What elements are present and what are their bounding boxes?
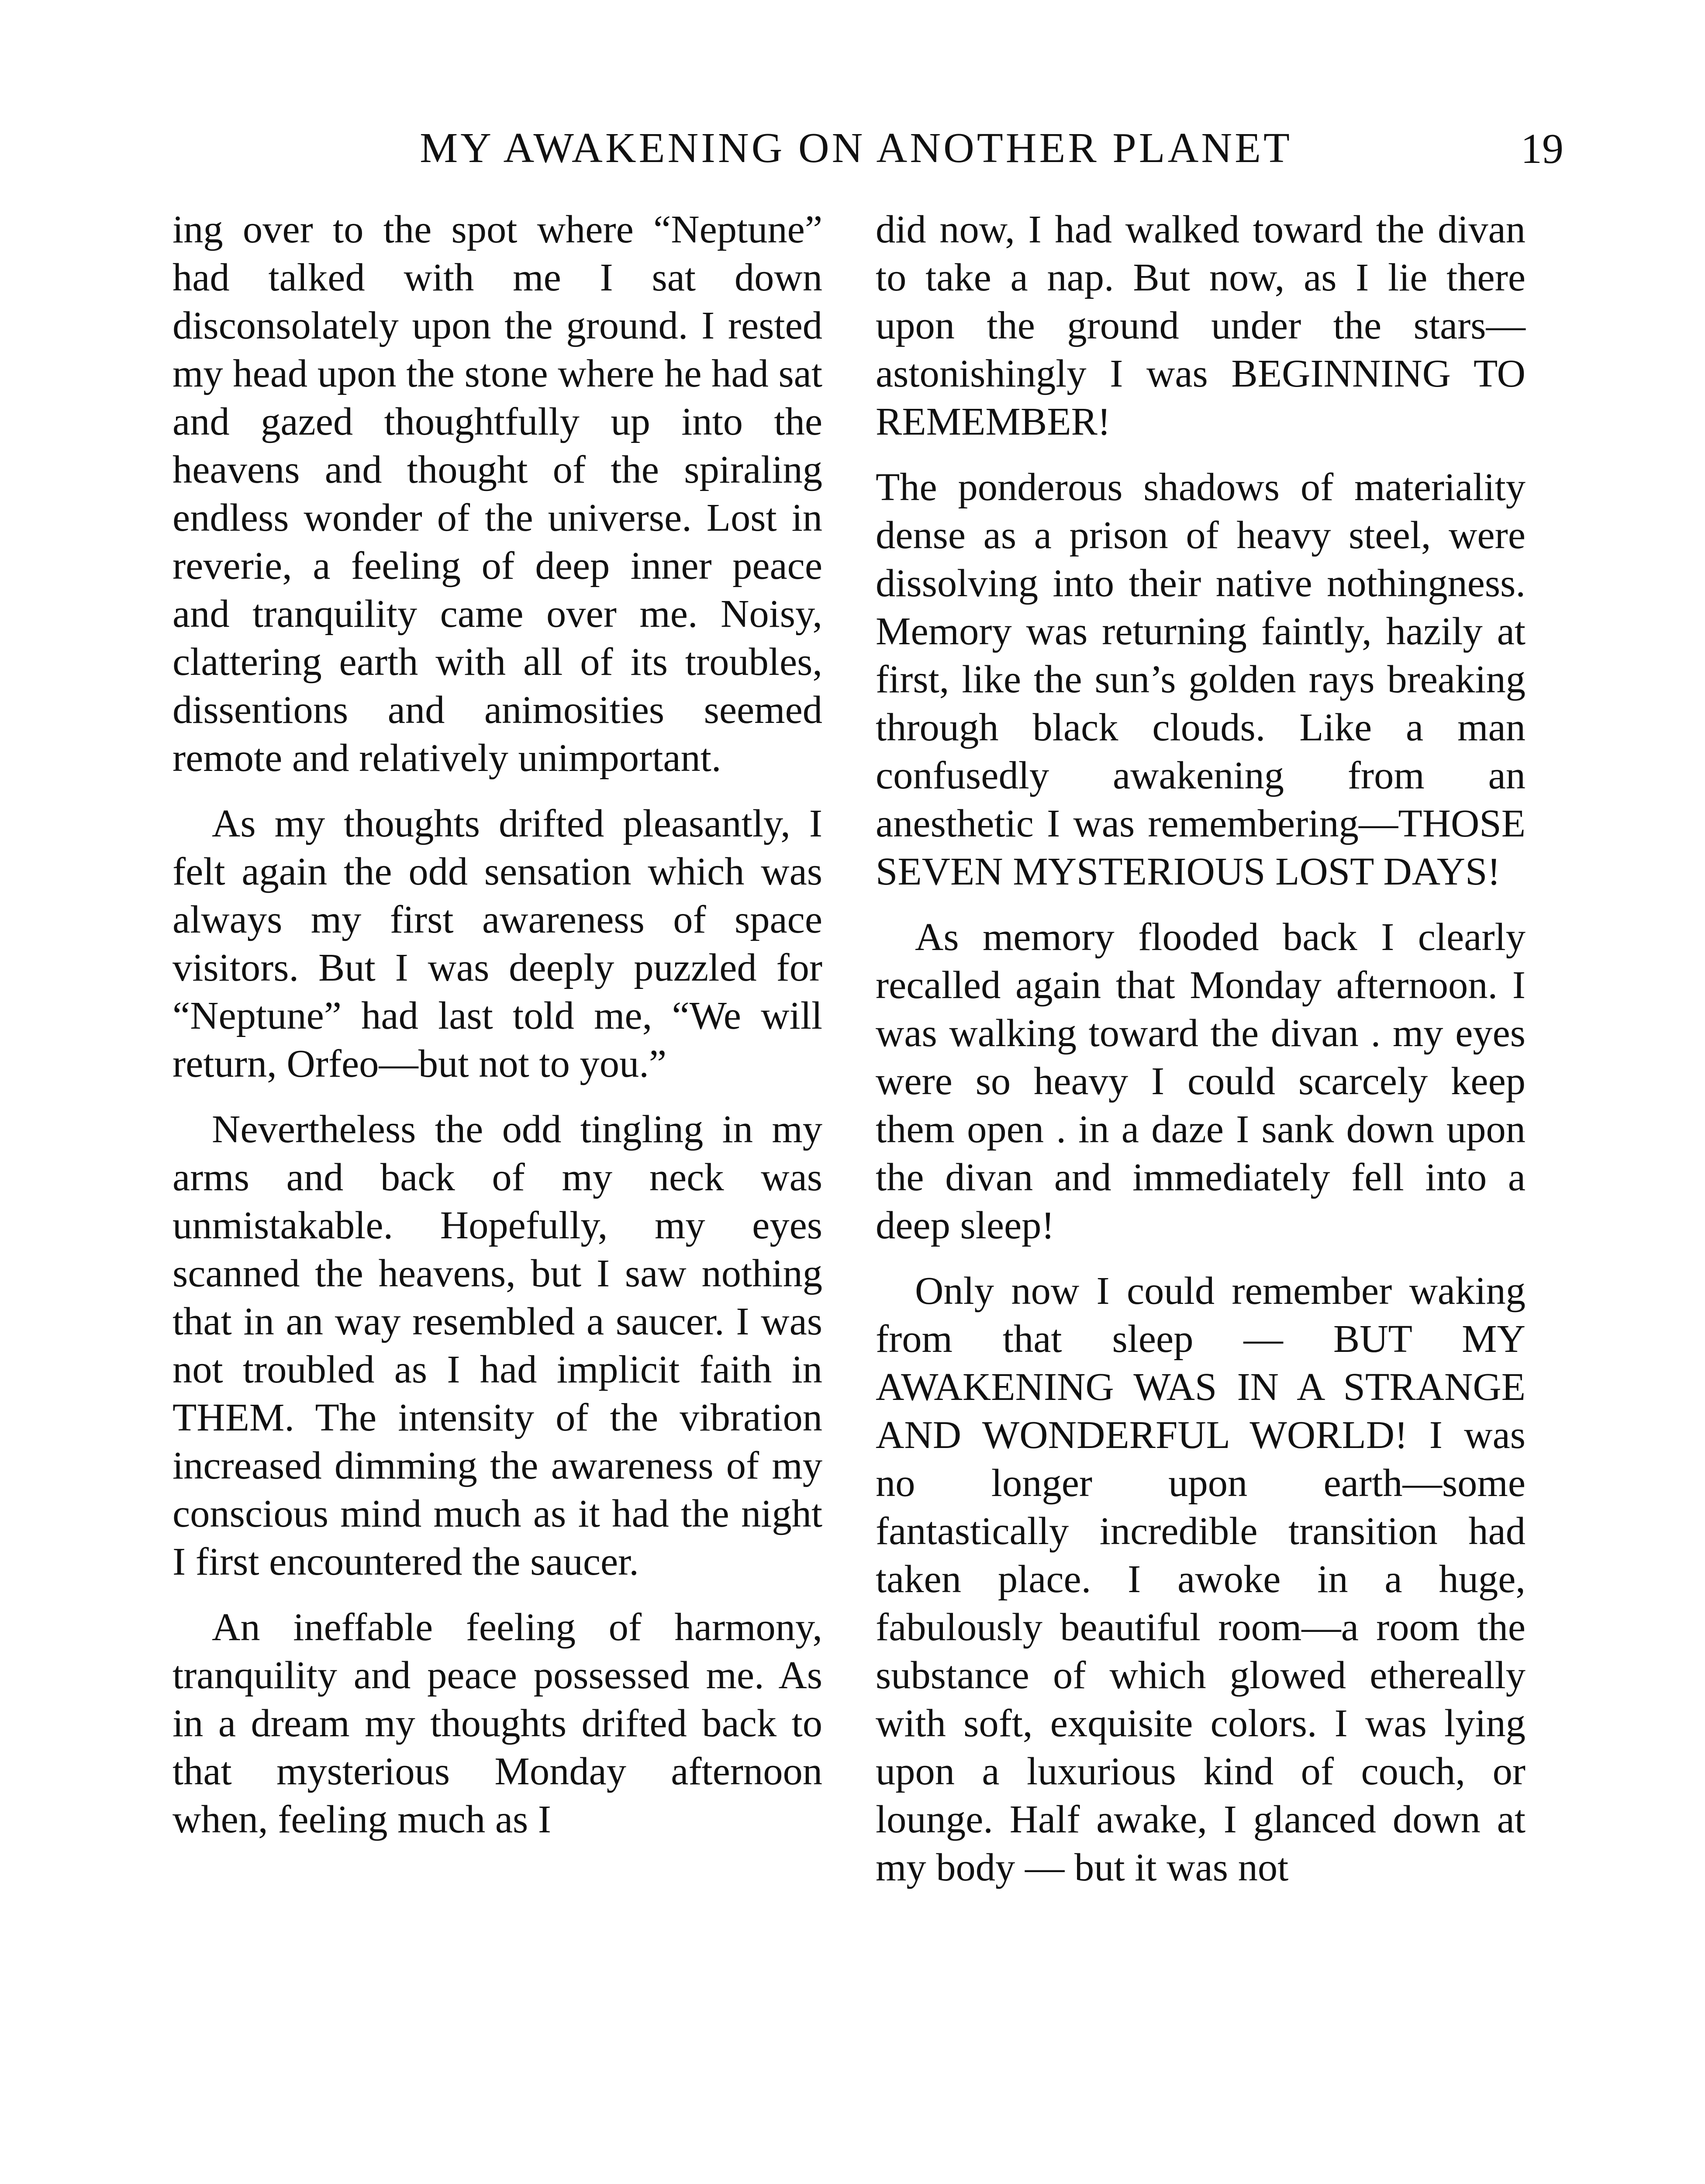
paragraph: The ponderous shadows of materiality dense as a prison of heavy steel, were dissolving into their native nothingness. Memory was returning faintly, hazily at first, like the sun’s golden rays breaking through black clouds. Like a man confusedly awakening from an anesthetic I was remembering—THOSE SEVEN MYSTERIOUS LOST DAYS! (876, 465, 1526, 893)
paragraph: Only now I could remember waking from that sleep — BUT MY AWAKENING WAS IN A STRANGE AND WONDERFUL WORLD! I was no longer upon earth—some fantastically incredible transition had taken place. I awoke in a huge, fabulously beautiful room—a room the substance of which glowed ethereally with soft, exquisite colors. I was lying upon a luxurious kind of couch, or lounge. Half awake, I glanced down at my body — but it was not (876, 1268, 1526, 1889)
paragraph: As memory flooded back I clearly recalled again that Monday afternoon. I was walking toward the divan . my eyes were so heavy I could scarcely keep them open . in a daze I sank down upon the divan and immediately fell into a deep sleep! (876, 915, 1526, 1247)
paragraph: ing over to the spot where “Neptune” had talked with me I sat down disconsolately upon the ground. I rested my head upon the stone where he had sat and gazed thoughtfully up into the heavens and thought of the spiraling endless wonder of the universe. Lost in reverie, a feeling of deep inner peace and tranquility came over me. Noisy, clattering earth with all of its troubles, dissentions and animosities seemed remote and relatively unimportant. (173, 207, 822, 780)
paragraph: Nevertheless the odd tingling in my arms and back of my neck was unmistakable. Hopefully, my eyes scanned the heavens, but I saw nothing that in an way resembled a saucer. I was not troubled as I had implicit faith in THEM. The intensity of the vibration increased dimming the awareness of my conscious mind much as it had the night I first encountered the saucer. (173, 1107, 822, 1583)
paragraph: An ineffable feeling of harmony, tranquility and peace possessed me. As in a dream my thoughts drifted back to that mysterious Monday afternoon when, feeling much as I (173, 1605, 822, 1841)
left-text-column (173, 205, 822, 1861)
paragraph: As my thoughts drifted pleasantly, I felt again the odd sensation which was always my first awareness of space visitors. But I was deeply puzzled for “Neptune” had last told me, “We will return, Orfeo—but not to you.” (173, 801, 822, 1085)
paragraph: did now, I had walked toward the divan to take a nap. But now, as I lie there upon the ground under the stars—astonishingly I was BEGINNING TO REMEMBER! (876, 207, 1526, 443)
page-number: 19 (1521, 125, 1563, 173)
running-title: MY AWAKENING ON ANOTHER PLANET (420, 124, 1292, 172)
right-text-column (876, 205, 1526, 1909)
